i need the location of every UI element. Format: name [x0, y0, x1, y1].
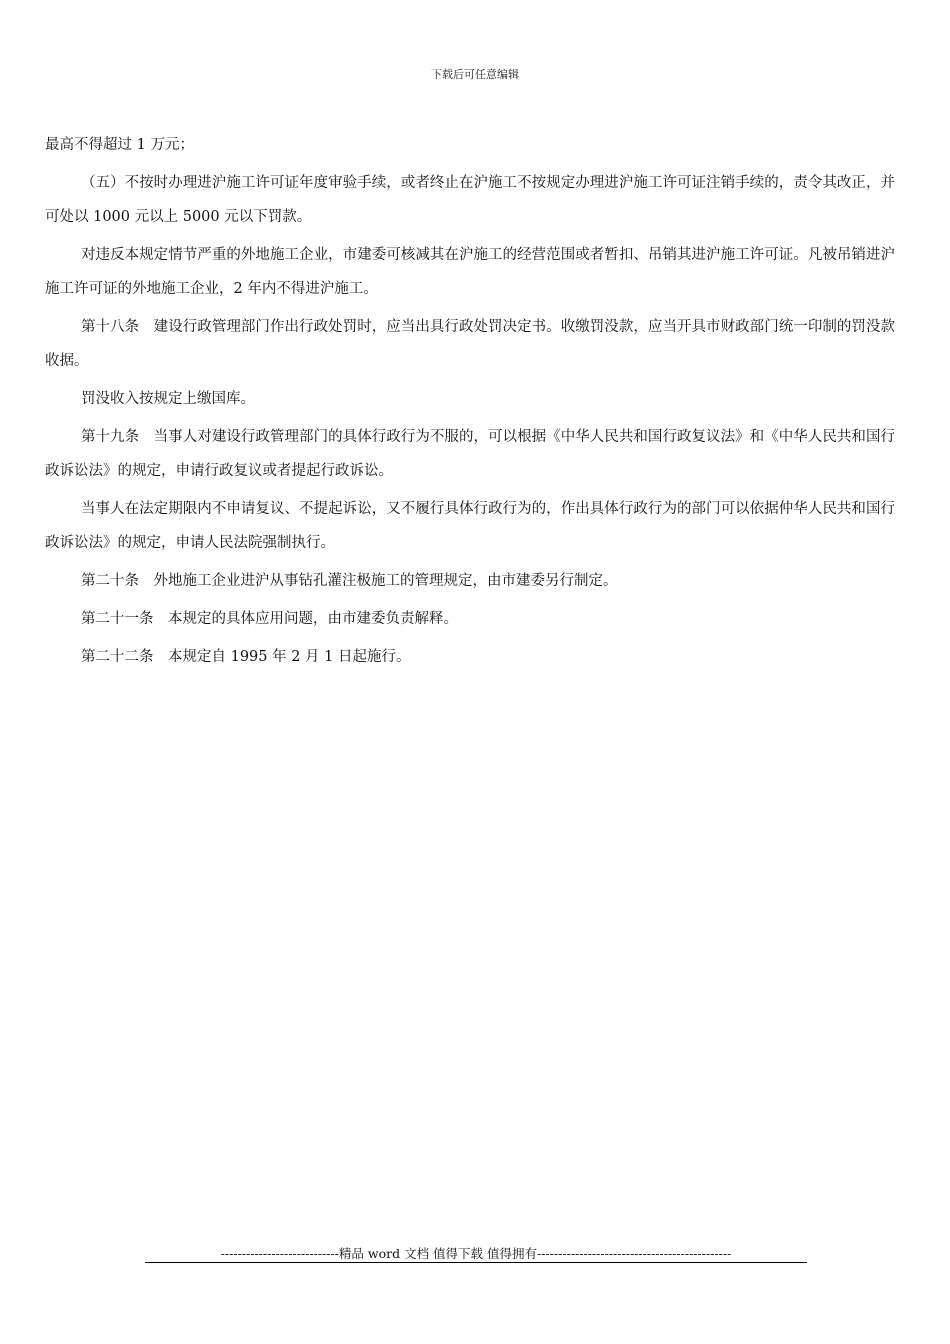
article-22: 第二十二条 本规定自 1995 年 2 月 1 日起施行。: [81, 649, 411, 665]
paragraph-2: （五）不按时办理进沪施工许可证年度审验手续，或者终止在沪施工不按规定办理进沪施工许可证注销手续的，责令其改正，并可处以 1000 元以上 5000 元以下罚款。: [45, 175, 895, 225]
article-18: 第十八条 建设行政管理部门作出行政处罚时，应当出具行政处罚决定书。收缴罚没款，应当开具市财政部门统一印制的罚没款收据。: [45, 319, 895, 369]
document-body: [45, 128, 895, 678]
paragraph-7: 当事人在法定期限内不申请复议、不提起诉讼，又不履行具体行政行为的，作出具体行政行为的部门可以依据仲华人民共和国行政诉讼法》的规定，申请人民法院强制执行。: [45, 501, 895, 551]
paragraph-5: 罚没收入按规定上缴国库。: [81, 391, 255, 407]
paragraph-3: 对违反本规定情节严重的外地施工企业，市建委可核减其在沪施工的经营范围或者暂扣、吊销其进沪施工许可证。凡被吊销进沪施工许可证的外地施工企业，2 年内不得进沪施工。: [45, 247, 895, 297]
article-20: 第二十条 外地施工企业进沪从事钻孔灌注极施工的管理规定，由市建委另行制定。: [81, 573, 618, 589]
footer-rule: [145, 1262, 807, 1263]
paragraph-1: 最高不得超过 1 万元；: [45, 137, 194, 153]
page-header: 下载后可任意编辑: [431, 68, 519, 81]
article-21: 第二十一条 本规定的具体应用问题，由市建委负责解释。: [81, 611, 458, 627]
article-19: 第十九条 当事人对建设行政管理部门的具体行政行为不服的，可以根据《中华人民共和国行政复议法》和《中华人民共和国行政诉讼法》的规定，申请行政复议或者提起行政诉讼。: [45, 429, 895, 479]
page-footer: ----------------------------精品 word 文档 值得下载 值得拥有----------------------------------------------: [220, 1246, 732, 1261]
